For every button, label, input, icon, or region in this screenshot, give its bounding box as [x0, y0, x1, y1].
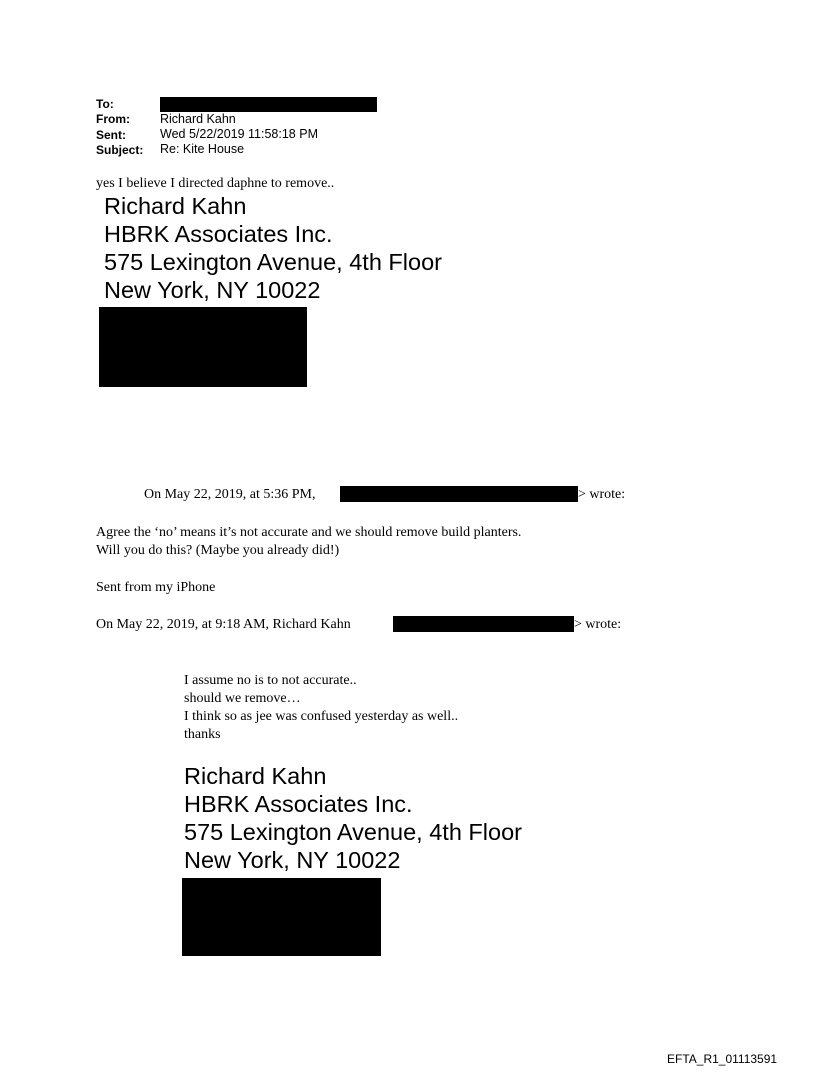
quote2-attribution-prefix: On May 22, 2019, at 9:18 AM, Richard Kahn	[96, 617, 351, 632]
to-redaction	[160, 97, 377, 112]
quote2-line: should we remove…	[184, 691, 301, 706]
signature-name: Richard Kahn	[104, 193, 247, 219]
quote1-attribution-prefix: On May 22, 2019, at 5:36 PM,	[144, 487, 316, 502]
signature-block	[104, 192, 442, 304]
from-value: Richard Kahn	[160, 112, 236, 126]
sent-value: Wed 5/22/2019 11:58:18 PM	[160, 127, 318, 141]
quote1-attribution-suffix: > wrote:	[578, 487, 626, 502]
quote1-email-redaction	[340, 486, 578, 502]
from-label: From:	[96, 112, 130, 126]
quote2-body	[184, 672, 458, 744]
signature-name: Richard Kahn	[184, 763, 327, 789]
signature-company: HBRK Associates Inc.	[104, 221, 333, 247]
to-label: To:	[96, 97, 114, 111]
signature-address: 575 Lexington Avenue, 4th Floor	[104, 249, 442, 275]
signature-address: 575 Lexington Avenue, 4th Floor	[184, 819, 522, 845]
quote1-line2: Will you do this? (Maybe you already did!)	[96, 543, 340, 558]
subject-value: Re: Kite House	[160, 142, 245, 156]
signature-city: New York, NY 10022	[104, 277, 321, 303]
quote2-line: I assume no is to not accurate..	[184, 673, 357, 688]
signature-city: New York, NY 10022	[184, 847, 401, 873]
sent-label: Sent:	[96, 128, 126, 142]
signature-company: HBRK Associates Inc.	[184, 791, 413, 817]
quote2-line: thanks	[184, 727, 221, 742]
quote2-signature-redaction	[182, 878, 381, 956]
reply-body: yes I believe I directed daphne to remove..	[96, 176, 335, 191]
quote2-signature-block	[184, 762, 522, 874]
document-id: EFTA_R1_01113591	[667, 1052, 778, 1066]
quote2-attribution-suffix: > wrote:	[574, 617, 622, 632]
quote2-line: I think so as jee was confused yesterday as well..	[184, 709, 459, 724]
signature-redaction	[99, 307, 307, 387]
quote1-line1: Agree the ‘no’ means it’s not accurate and we should remove build planters.	[96, 525, 522, 540]
quote2-email-redaction	[393, 616, 574, 632]
subject-label: Subject:	[96, 143, 144, 157]
quote1-sent-from: Sent from my iPhone	[96, 580, 216, 595]
